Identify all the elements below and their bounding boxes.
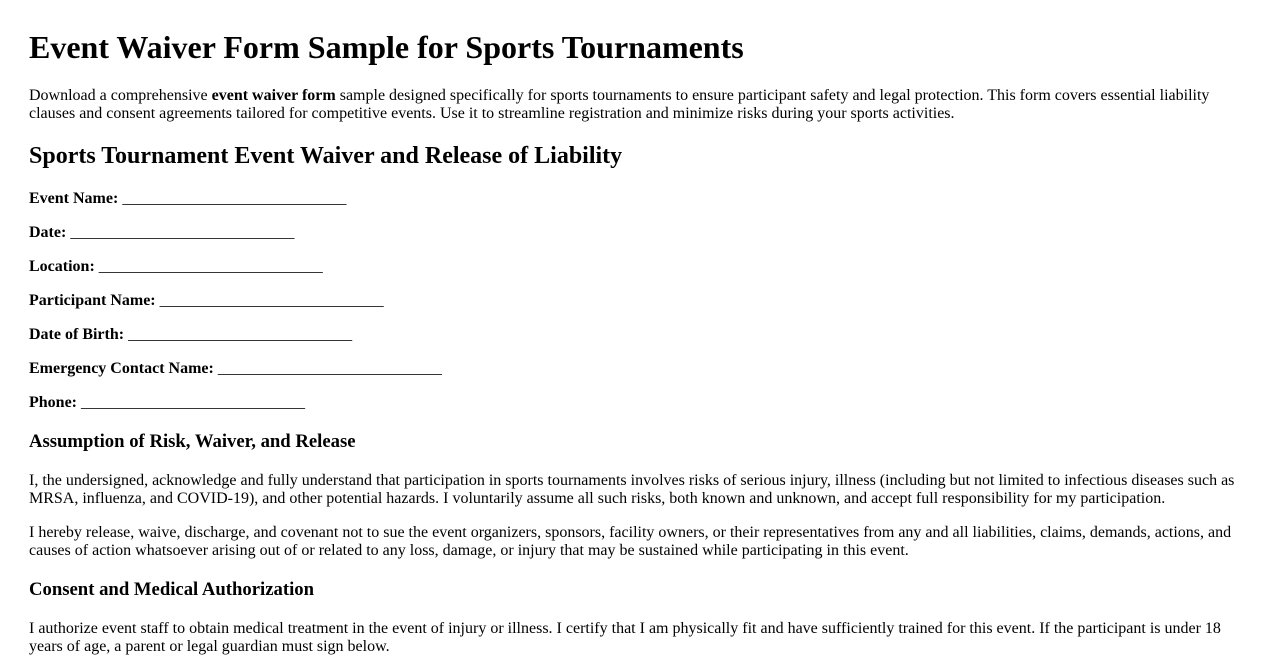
paragraph-assumption-of-risk-2: I hereby release, waive, discharge, and covenant not to sue the event organizers, sponsors, facility owners, or their representatives from any and all liabilities, claims, demands, actions, and causes of action whatsoever arising out of or related to any loss, damage, or injury that may be sustained while participating in this event. <box>29 524 1232 559</box>
field-label: Date of Birth: <box>29 326 125 343</box>
field-label: Event Name: <box>29 190 119 207</box>
field-label: Emergency Contact Name: <box>29 360 214 377</box>
intro-text-rest: sample designed specifically for sports tournaments to ensure participant safety and legal protection. This form covers essential liability clauses and consent agreements tailored for competitive events. Use it to streamline registration and minimize risks during your sports activities. <box>29 87 1210 122</box>
field-participant-name <box>29 292 1249 310</box>
field-location <box>29 258 1249 276</box>
paragraph-consent-medical-authorization: I authorize event staff to obtain medical treatment in the event of injury or illness. I certify that I am physically fit and have sufficiently trained for this event. If the participant is under 18 years of age, a parent or legal guardian must sign below. <box>29 620 1221 655</box>
field-label: Location: <box>29 258 95 275</box>
field-label: Participant Name: <box>29 292 156 309</box>
page-title: Event Waiver Form Sample for Sports Tournaments <box>29 29 744 65</box>
field-label: Phone: <box>29 394 77 411</box>
section-heading-consent-medical-authorization: Consent and Medical Authorization <box>29 579 315 600</box>
section-heading-assumption-of-risk: Assumption of Risk, Waiver, and Release <box>29 431 356 452</box>
intro-text-lead: Download a comprehensive <box>29 87 212 104</box>
blank-line: ____________________________ <box>122 190 347 207</box>
blank-line: ____________________________ <box>98 258 323 275</box>
blank-line: ____________________________ <box>70 224 295 241</box>
intro-bold-keyword: event waiver form <box>211 87 336 104</box>
blank-line: ____________________________ <box>217 360 442 377</box>
paragraph-assumption-of-risk-1: I, the undersigned, acknowledge and fully understand that participation in sports tournaments involves risks of serious injury, illness (including but not limited to infectious diseases such as MRSA, influenza, and COVID-19), and other potential hazards. I voluntarily assume all such risks, both known and unknown, and accept full responsibility for my participation. <box>29 472 1235 507</box>
field-event-name <box>29 190 1249 208</box>
field-date <box>29 224 1249 242</box>
blank-line: ____________________________ <box>159 292 384 309</box>
field-emergency-contact-name <box>29 360 1249 378</box>
blank-line: ____________________________ <box>81 394 305 411</box>
field-date-of-birth <box>29 326 1249 344</box>
form-section-heading: Sports Tournament Event Waiver and Release of Liability <box>29 143 623 169</box>
blank-line: ____________________________ <box>128 326 353 343</box>
field-phone <box>29 394 1249 412</box>
intro-paragraph <box>29 87 1249 123</box>
field-label: Date: <box>29 224 67 241</box>
